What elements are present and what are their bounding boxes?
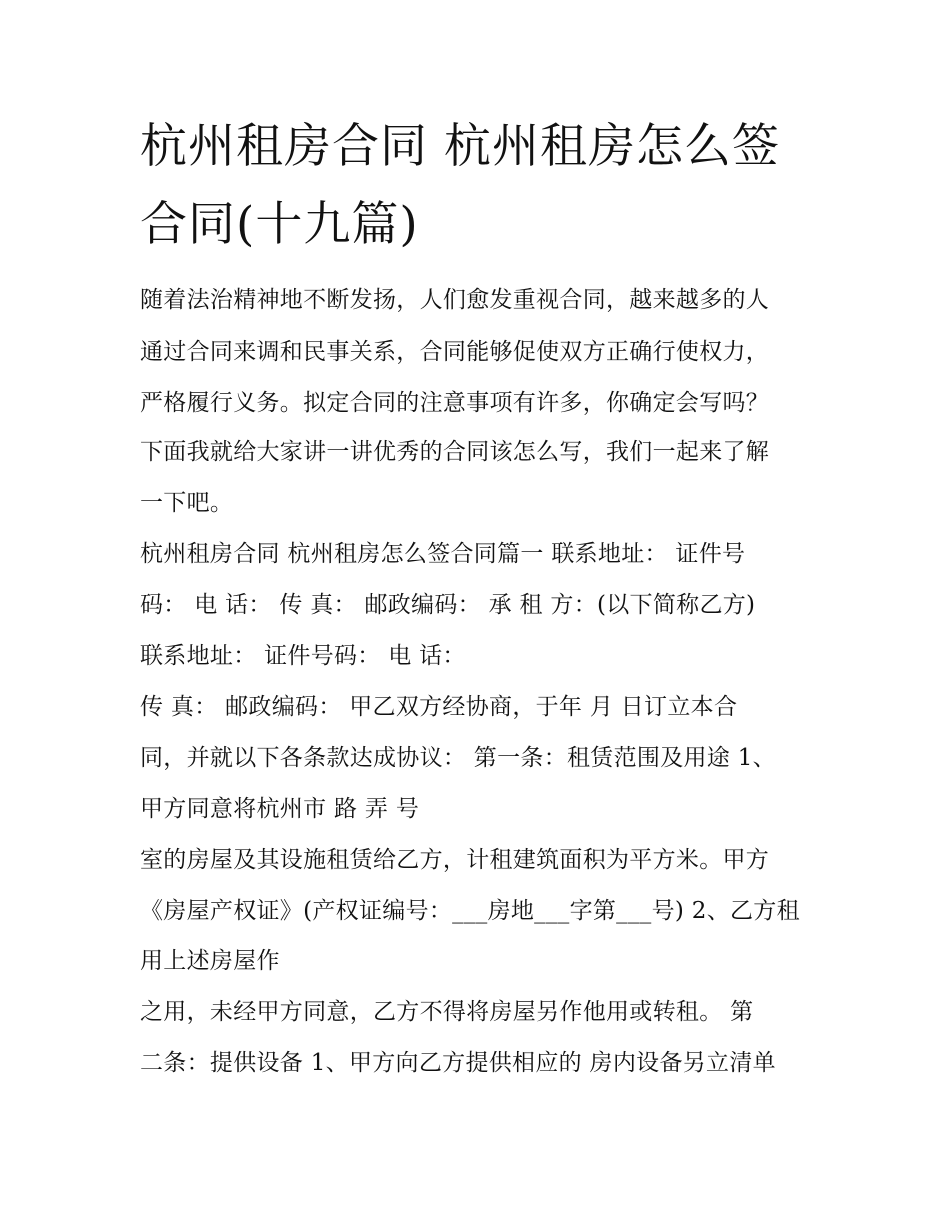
body-line-13: 《房屋产权证》(产权证编号：___房地___字第___号) 2、乙方租 (140, 898, 800, 924)
body-line-11: 甲方同意将杭州市 路 弄 号 (140, 796, 420, 822)
body-line-12: 室的房屋及其设施租赁给乙方，计租建筑面积为平方米。甲方 (140, 847, 770, 873)
body-line-9: 传 真： 邮政编码： 甲乙双方经协商，于年 月 日订立本合 (140, 694, 738, 720)
body-line-15: 之用，未经甲方同意，乙方不得将房屋另作他用或转租。 第 (140, 999, 754, 1025)
document-title-line-2: 合同(十九篇) (140, 197, 419, 252)
body-line-14: 用上述房屋作 (140, 948, 280, 974)
document-title-line-1: 杭州租房合同 杭州租房怎么签 (140, 119, 780, 174)
body-line-8: 联系地址： 证件号码： 电 话： (140, 643, 466, 669)
body-line-7: 码： 电 话： 传 真： 邮政编码： 承 租 方：(以下简称乙方) (140, 592, 756, 618)
body-line-10: 同，并就以下各条款达成协议： 第一条：租赁范围及用途 1、 (140, 745, 776, 771)
body-line-4: 下面我就给大家讲一讲优秀的合同该怎么写，我们一起来了解 (140, 439, 770, 465)
body-line-6: 杭州租房合同 杭州租房怎么签合同篇一 联系地址： 证件号 (140, 541, 746, 567)
body-line-16: 二条：提供设备 1、甲方向乙方提供相应的 房内设备另立清单 (140, 1050, 776, 1076)
body-line-3: 严格履行义务。拟定合同的注意事项有许多，你确定会写吗？ (140, 390, 770, 416)
body-line-1: 随着法治精神地不断发扬，人们愈发重视合同，越来越多的人 (140, 287, 770, 313)
body-line-2: 通过合同来调和民事关系，合同能够促使双方正确行使权力， (140, 339, 770, 365)
body-line-5: 一下吧。 (140, 490, 234, 516)
